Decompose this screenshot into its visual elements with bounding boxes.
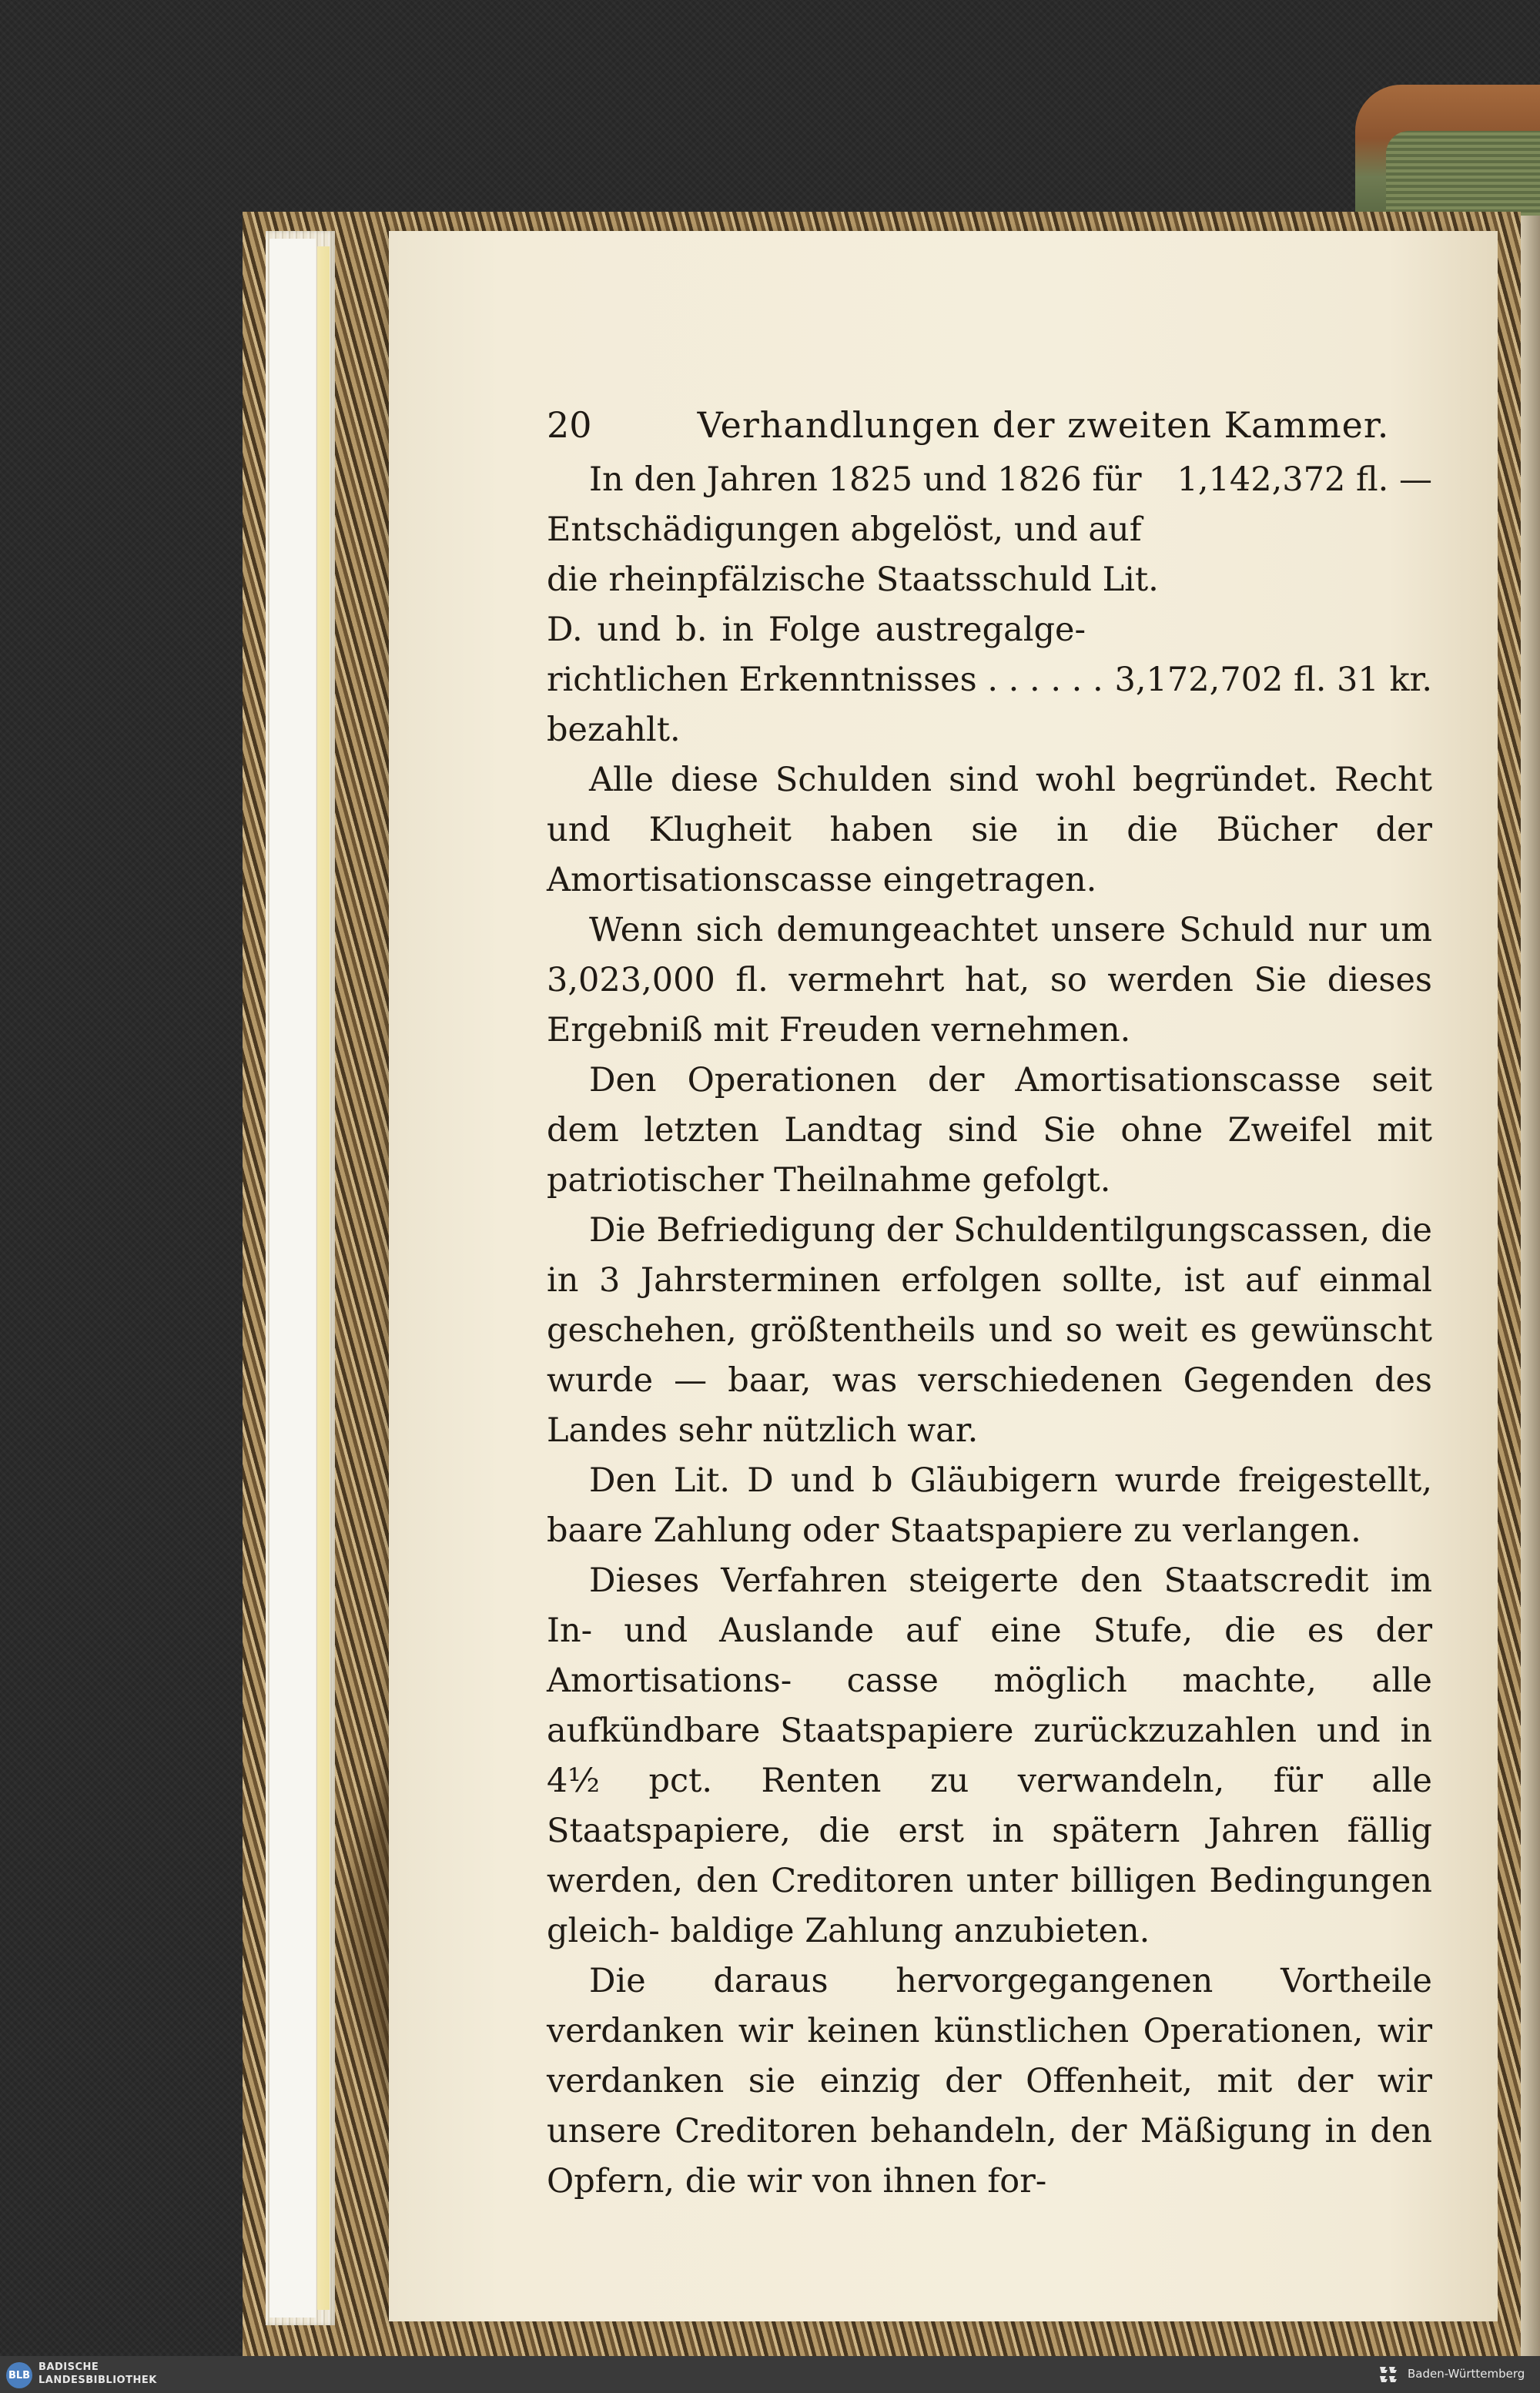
- viewer-footer: [0, 2356, 1540, 2393]
- amount-1: 1,142,372 fl. —: [1177, 460, 1432, 499]
- paragraph-text: Die daraus hervorgegangenen Vortheile verdanken wir keinen künstlichen Operationen, wir verdanken sie einzig der Offenheit, mit der wir unsere Creditoren behandeln, der Mäßigung in den Opfern, die wir von ihnen for-: [547, 1962, 1432, 2201]
- table-row: D. und b. in Folge austregalge-: [547, 611, 1086, 649]
- paragraph: [547, 1206, 1432, 1456]
- table-row: In den Jahren 1825 und 1826 für: [589, 460, 1142, 499]
- payment-amounts: [1086, 455, 1432, 755]
- table-row: Entschädigungen abgelöst, und auf: [547, 510, 1142, 549]
- paragraph: [547, 1956, 1432, 2207]
- paragraph-text: Die Befriedigung der Schuldentilgungscassen, die in 3 Jahrsterminen erfolgen sollte, ist auf einmal geschehen, größtentheils und so weit es gewünscht wurde — baar, was verschiedenen Gegenden des Landes sehr nützlich war.: [547, 1211, 1432, 1450]
- page-header: [547, 400, 1432, 450]
- state-name: Baden-Württemberg: [1408, 2367, 1525, 2381]
- payment-description: [547, 455, 1159, 755]
- paragraph: [547, 1056, 1432, 1206]
- amount-2: 3,172,702 fl. 31 kr.: [1114, 661, 1432, 699]
- page-text: [547, 400, 1432, 2207]
- paragraph-text: Den Operationen der Amortisationscasse seit dem letzten Landtag sind Sie ohne Zweifel mit patriotischer Theilnahme gefolgt.: [547, 1061, 1432, 1200]
- table-row: richtlichen Erkenntnisses . . . . . .: [547, 661, 1103, 699]
- page-number: 20: [547, 404, 592, 446]
- table-row: bezahlt.: [547, 711, 681, 749]
- white-flyleaf: [270, 239, 316, 2318]
- blb-logo-icon[interactable]: BLB: [6, 2362, 32, 2388]
- paragraph-text: Den Lit. D und b Gläubigern wurde freigestellt, baare Zahlung oder Staatspapiere zu verlangen.: [547, 1461, 1432, 1550]
- running-title: Verhandlungen der zweiten Kammer.: [697, 404, 1390, 446]
- paragraph-text: Dieses Verfahren steigerte den Staatscredit im In- und Auslande auf eine Stufe, die es der Amortisations- casse möglich machte, alle aufkündbare Staatspapiere zurückzuzahlen und in 4½ pct. Renten zu verwandeln, für alle Staatspapiere, die erst in spätern Jahren fällig werden, den Creditoren unter billigen Bedingungen gleich- baldige Zahlung anzubieten.: [547, 1561, 1432, 1950]
- paragraph: [547, 1556, 1432, 1956]
- paragraph-text: Wenn sich demungeachtet unsere Schuld nur um 3,023,000 fl. vermehrt hat, so werden Sie dieses Ergebniß mit Freuden vernehmen.: [547, 911, 1432, 1049]
- paragraph-text: Alle diese Schulden sind wohl begründet. Recht und Klugheit haben sie in die Bücher der Amortisationscasse eingetragen.: [547, 761, 1432, 899]
- paragraph: [547, 1456, 1432, 1556]
- paragraph: [547, 755, 1432, 905]
- paragraph: [547, 905, 1432, 1056]
- library-name-line-1: BADISCHE: [38, 2361, 99, 2373]
- library-name: [38, 2361, 157, 2387]
- yellow-flyleaf-edge: [317, 246, 330, 2310]
- baden-wuerttemberg-logo-icon[interactable]: [1378, 2364, 1401, 2385]
- library-name-line-2: LANDESBIBLIOTHEK: [38, 2375, 157, 2386]
- table-row: die rheinpfälzische Staatsschuld Lit.: [547, 561, 1159, 599]
- payment-table: [547, 455, 1432, 755]
